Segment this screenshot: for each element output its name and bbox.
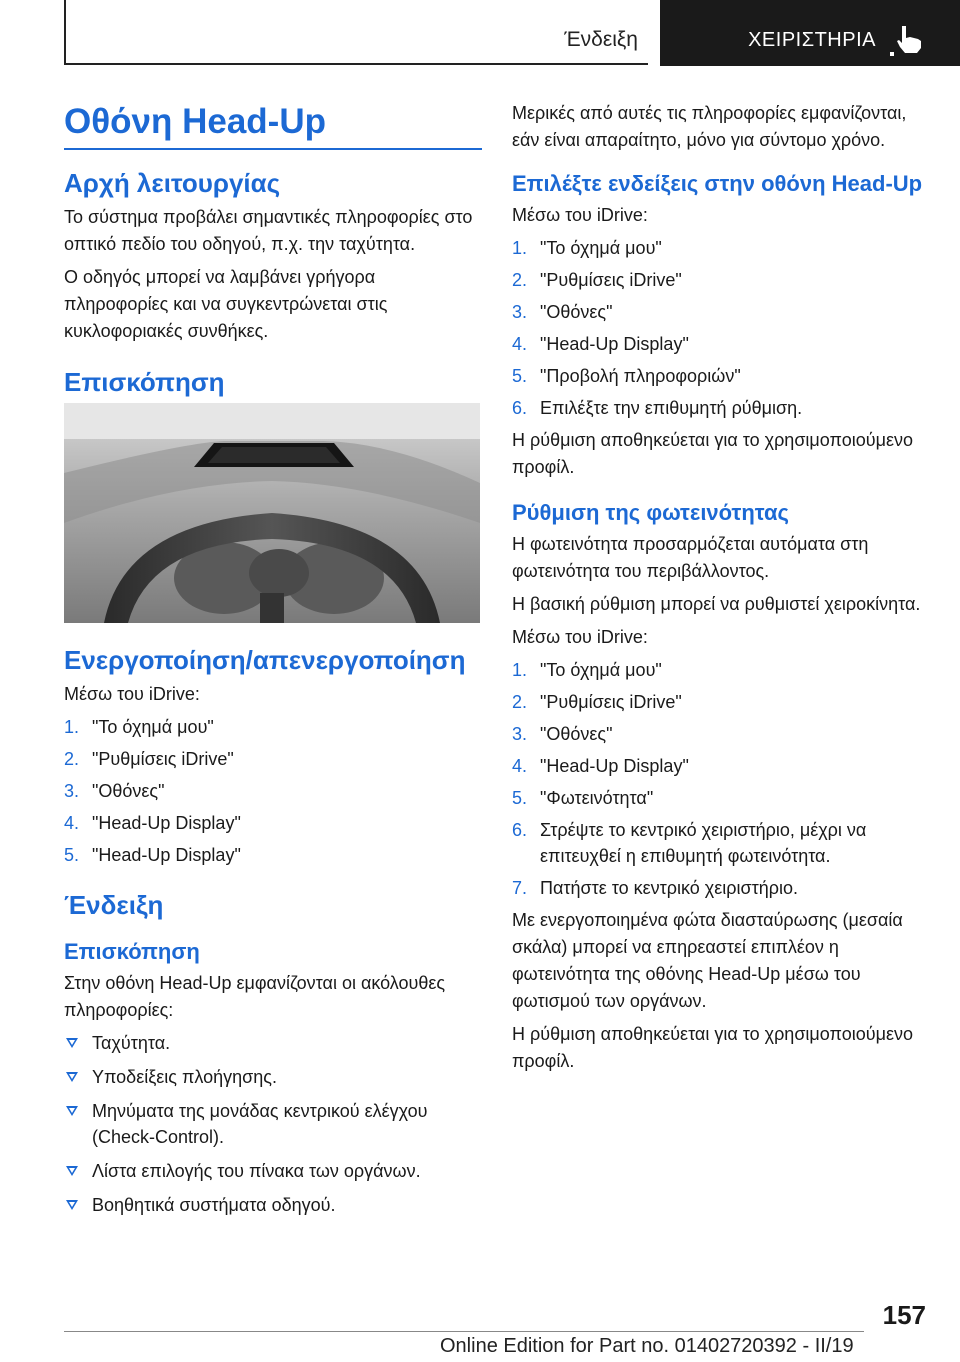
header-chapter-tab (660, 0, 960, 66)
list-item: 1. "Το όχημά μου" (64, 717, 214, 737)
hand-pointer-icon (888, 22, 928, 56)
list-item: 2. "Ρυθμίσεις iDrive" (64, 749, 234, 769)
brightness-intro: Μέσω του iDrive: (512, 627, 648, 647)
list-item: Λίστα επιλογής του πίνακα των οργάνων. (64, 1158, 482, 1184)
left-column (64, 100, 482, 1226)
intro-paragraph: Μερικές από αυτές τις πληροφορίες εμφανίζονται, εάν είναι απαραίτητο, μόνο για σύντομο χρόνο. (512, 103, 907, 150)
overview-heading: Επισκόπηση (64, 367, 225, 397)
display-bullets (64, 1030, 482, 1218)
select-heading: Επιλέξτε ενδείξεις στην οθόνη Head-Up (512, 171, 923, 196)
triangle-bullet-icon (66, 1072, 78, 1082)
list-item: 5. "Φωτεινότητα" (512, 788, 654, 808)
list-item: 7. Πατήστε το κεντρικό χειριστήριο. (512, 878, 798, 898)
select-steps (512, 235, 926, 421)
brightness-steps (512, 657, 926, 901)
list-item: 6. Επιλέξτε την επιθυμητή ρύθμιση. (512, 398, 803, 418)
list-item: 5. "Προβολή πληροφοριών" (512, 366, 741, 386)
triangle-bullet-icon (66, 1166, 78, 1176)
title-rule (64, 148, 482, 150)
display-overview-subheading: Επισκόπηση (64, 939, 200, 964)
triangle-bullet-icon (66, 1106, 78, 1116)
brightness-paragraph-1: Η φωτεινότητα προσαρμόζεται αυτόματα στη φωτεινότητα του περιβάλλοντος. (512, 534, 869, 581)
list-item: Μηνύματα της μονάδας κεντρικού ελέγχου (Check-Control). (64, 1098, 482, 1150)
list-item: 3. "Οθόνες" (512, 724, 613, 744)
list-item: 2. "Ρυθμίσεις iDrive" (512, 692, 682, 712)
activate-heading: Ενεργοποίηση/απενεργοποίηση (64, 645, 466, 675)
header-section-title: Ένδειξη (564, 28, 638, 51)
footer-watermark: Downloaded from www.Manualslib.com manuals search engine (20, 1340, 49, 1341)
select-note: Η ρύθμιση αποθηκεύεται για το χρησιμοποιούμενο προφίλ. (512, 430, 913, 477)
list-item: Υποδείξεις πλοήγησης. (64, 1064, 482, 1090)
list-item: 5. "Head-Up Display" (64, 845, 241, 865)
principle-heading: Αρχή λειτουργίας (64, 168, 281, 198)
display-intro: Στην οθόνη Head-Up εμφανίζονται οι ακόλουθες πληροφορίες: (64, 973, 446, 1020)
list-item: 6. Στρέψτε το κεντρικό χειριστήριο, μέχρι να επιτευχθεί η επιθυμητή φωτεινότητα. (512, 820, 867, 866)
header-chapter-label: ΧΕΙΡΙΣΤΗΡΙΑ (748, 29, 876, 51)
brightness-note: Η ρύθμιση αποθηκεύεται για το χρησιμοποιούμενο προφίλ. (512, 1024, 913, 1071)
principle-paragraph-1: Το σύστημα προβάλει σημαντικές πληροφορίες στο οπτικό πεδίο του οδηγού, π.χ. την ταχύτητα. (64, 207, 473, 254)
footer-rule (64, 1331, 864, 1332)
page-number: 157 (882, 1300, 926, 1330)
display-heading: Ένδειξη (64, 890, 164, 920)
principle-paragraph-2: Ο οδηγός μπορεί να λαμβάνει γρήγορα πληροφορίες και να συγκεντρώνεται στις κυκλοφοριακές συνθήκες. (64, 267, 388, 341)
page-title: Οθόνη Head-Up (64, 102, 326, 141)
list-item: 4. "Head-Up Display" (512, 756, 689, 776)
brightness-paragraph-2: Η βασική ρύθμιση μπορεί να ρυθμιστεί χειροκίνητα. (512, 594, 921, 614)
right-column (512, 100, 926, 1081)
list-item: 1. "Το όχημά μου" (512, 660, 662, 680)
list-item: 3. "Οθόνες" (512, 302, 613, 322)
list-item: 2. "Ρυθμίσεις iDrive" (512, 270, 682, 290)
header-rule-left (64, 0, 66, 64)
list-item: 4. "Head-Up Display" (64, 813, 241, 833)
footer-edition-text: Online Edition for Part no. 01402720392 - II/19 (440, 1335, 854, 1357)
triangle-bullet-icon (66, 1038, 78, 1048)
footer-edition (440, 1335, 960, 1358)
list-item: 3. "Οθόνες" (64, 781, 165, 801)
select-intro: Μέσω του iDrive: (512, 205, 648, 225)
list-item: Βοηθητικά συστήματα οδηγού. (64, 1192, 482, 1218)
list-item: Ταχύτητα. (64, 1030, 482, 1056)
head-up-display-photo (64, 403, 480, 623)
activate-intro: Μέσω του iDrive: (64, 684, 200, 704)
brightness-heading: Ρύθμιση της φωτεινότητας (512, 500, 789, 525)
activate-steps (64, 714, 482, 868)
brightness-paragraph-3: Με ενεργοποιημένα φώτα διασταύρωσης (μεσαία σκάλα) μπορεί να επηρεαστεί επιπλέον η φωτεινότητα της οθόνης Head-Up μέσω του φωτισμού των οργάνων. (512, 910, 903, 1011)
list-item: 1. "Το όχημά μου" (512, 238, 662, 258)
header-rule-bottom (64, 63, 648, 65)
triangle-bullet-icon (66, 1200, 78, 1210)
list-item: 4. "Head-Up Display" (512, 334, 689, 354)
